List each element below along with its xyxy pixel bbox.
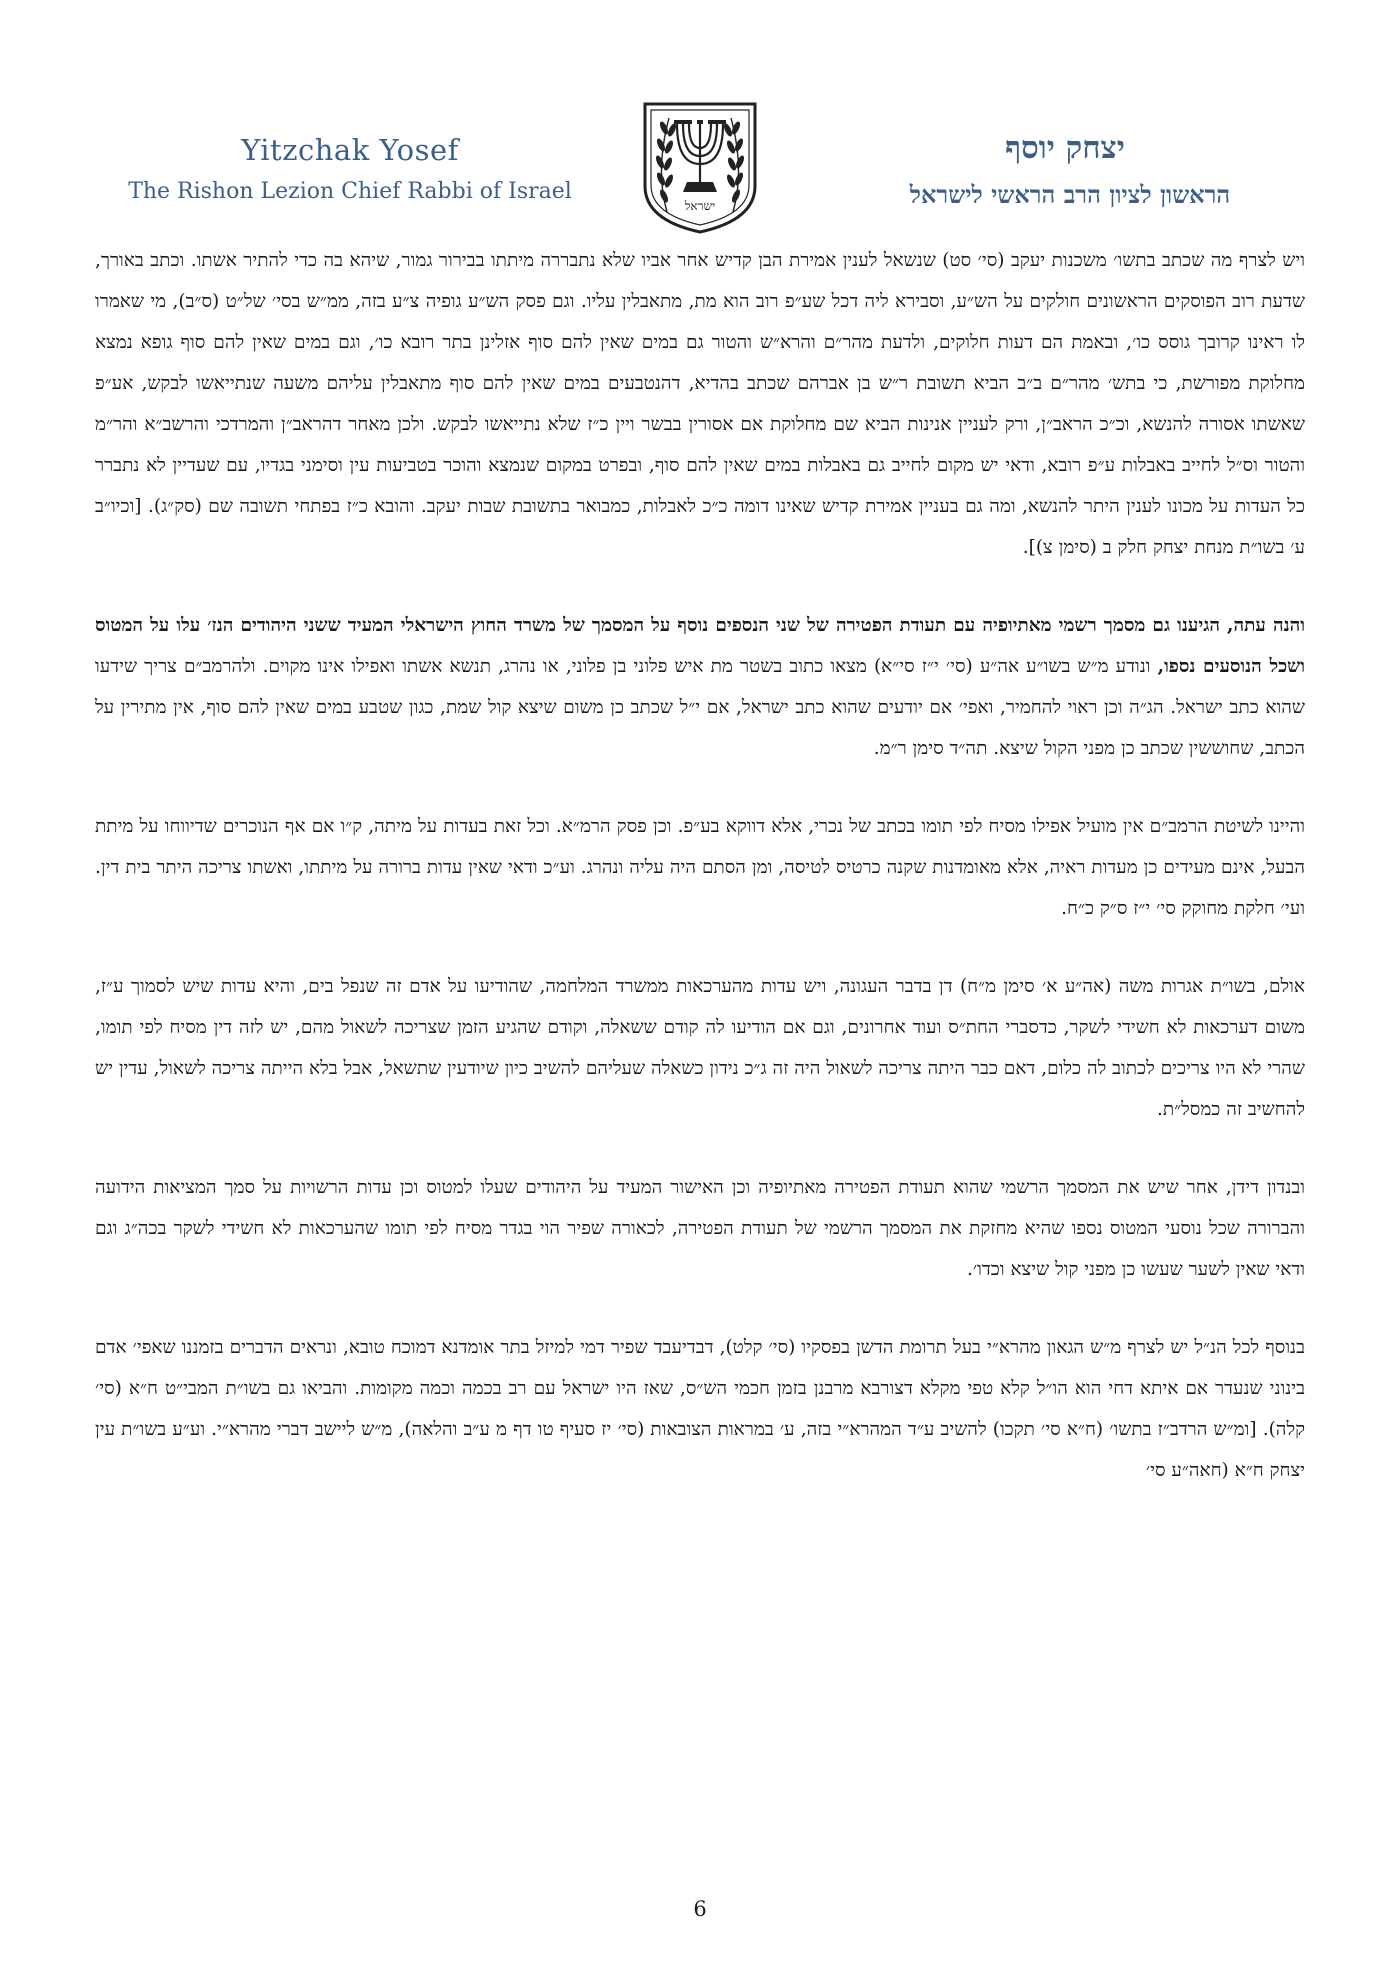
- letterhead: [0, 0, 1400, 235]
- letter-body: [95, 240, 1305, 1528]
- page-number: 6: [693, 1897, 707, 1921]
- paragraph-4: אולם, בשו״ת אגרות משה (אה״ע א׳ סימן מ״ח) דן בדבר העגונה, ויש עדות מהערכאות ממשרד המלחמה, שהודיעו על אדם זה שנפל בים, והיא עדות שיש לסמוך ע״ז, משום דערכאות לא חשידי לשקר, כדסברי החת״ס ועוד אחרונים, וגם אם הודיעו לה קודם ששאלה, וקודם שהגיע הזמן שצריכה לשאול מהם, יש לזה דין מסיח לפי תומו, שהרי לא היו צריכים לכתוב לה כלום, דאם כבר היתה צריכה לשאול היה זה ג״כ נידון כשאלה שעליהם להשיב כיון שיודעין שתשאל, אבל בלא הייתה צריכה לשאול, עדין יש להחשיב זה כמסל״ת.: [95, 976, 1305, 1120]
- rabbi-name-hebrew: יצחק יוסף: [1005, 130, 1125, 166]
- paragraph-6: בנוסף לכל הנ״ל יש לצרף מ״ש הגאון מהרא״י בעל תרומת הדשן בפסקיו (סי׳ קלט), דבדיעבד שפיר דמי למיזל בתר אומדנא דמוכח טובא, ונראים הדברים בזמננו שאפי׳ אדם בינוני שנעדר אם איתא דחי הוא הו״ל קלא טפי מקלא דצורבא מרבנן בזמן חכמי הש״ס, שאז היו ישראל עם רב בכמה וכמה מקומות. והביאו גם בשו״ת המבי״ט ח״א (סי׳ קלה). [ומ״ש הרדב״ז בתשו׳ (ח״א סי׳ תקכו) להשיב ע״ד המהרא״י בזה, ע׳ במראות הצובאות (סי׳ יז סעיף טו דף מ ע״ב והלאה), מ״ש ליישב דברי מהרא״י. וע״ע בשו״ת עין יצחק ח״א (חאה״ע סי׳: [95, 1337, 1305, 1481]
- state-of-israel-emblem-icon: [639, 100, 761, 235]
- rabbi-name-english: Yitzchak Yosef: [241, 133, 459, 167]
- paragraph-2-text: ונודע מ״ש בשו״ע אה״ע (סי׳ י״ז סי״א) מצאו כתוב בשטר מת איש פלוני בן פלוני, או נהרג, תנשא אשתו ואפילו אינו מקוים. ולהרמב״ם צריך שידעו שהוא כתב ישראל. הג״ה וכן ראוי להחמיר, ואפי׳ אם יודעים שהוא כתב ישראל, אם י״ל שכתב כן משום שיצא קול שמת, כגון שטבע במים שאין להם סוף, אין מתירין על הכתב, שחוששין שכתב כן מפני הקול שיצא. תה״ד סימן ר״מ.: [95, 656, 1305, 759]
- paragraph-3: והיינו לשיטת הרמב״ם אין מועיל אפילו מסיח לפי תומו בכתב של נכרי, אלא דווקא בע״פ. וכן פסק הרמ״א. וכל זאת בעדות על מיתה, ק״ו אם אף הנוכרים שדיווחו על מיתת הבעל, אינם מעידים כן מעדות ראיה, אלא מאומדנות שקנה כרטיס לטיסה, ומן הסתם היה עליה ונהרג. וע״כ ודאי שאין עדות ברורה על מיתתו, ואשתו צריכה היתר בית דין. ועי׳ חלקת מחוקק סי׳ י״ז ס״ק כ״ח.: [95, 816, 1305, 919]
- paragraph-2: [95, 605, 1305, 769]
- paragraph-2-bold-lead: והנה עתה, הגיענו גם מסמך רשמי מאתיופיה עם תעודת הפטירה של שני הנספים נוסף על המסמך של משרד החוץ הישראלי המעיד ששני היהודים הנז׳ עלו על המטוס ושכל הנוסעים נספו,: [95, 615, 1306, 677]
- rabbi-title-english: The Rishon Lezion Chief Rabbi of Israel: [128, 179, 572, 204]
- paragraph-1: ויש לצרף מה שכתב בתשו׳ משכנות יעקב (סי׳ סט) שנשאל לענין אמירת הבן קדיש אחר אביו שלא נתבררה מיתתו בבירור גמור, שיהא בה כדי להתיר אשתו. וכתב באורך, שדעת רוב הפוסקים הראשונים חולקים על הש״ע, וסבירא ליה דכל שע״פ רוב הוא מת, מתאבלין עליו. וגם פסק הש״ע גופיה צ״ע בזה, ממ״ש בסי׳ של״ט (ס״ב), מי שאמרו לו ראינו קרובך גוסס כו׳, ובאמת הם דעות חלוקים, ולדעת מהר״ם והרא״ש והטור גם במים שאין להם סוף אזלינן בתר רובא כו׳, וגם במים שאין להם סוף גופא נמצא מחלוקת מפורשת, כי בתש׳ מהר״ם ב״ב הביא תשובת ר״ש בן אברהם שכתב בהדיא, דהנטבעים במים שאין להם סוף מתאבלין עליהם משעה שנתייאשו לבקש, אע״פ שאשתו אסורה להנשא, וכ״כ הראב״ן, ורק לעניין אנינות הביא שם מחלוקת אם אסורין בבשר ויין כ״ז שלא נתייאשו לבקש. ולכן מאחר דהראב״ן והמרדכי והרשב״א והר״מ והטור וס״ל לחייב באבלות ע״פ רובא, ודאי יש מקום לחייב גם באבלות במים שאין להם סוף, ובפרט במקום שנמצא והוכר בטביעות עין וסימני בגדיו, עם שעדיין לא נתברר כל העדות על מכונו לענין היתר להנשא, ומה גם בעניין אמירת קדיש שאינו דומה כ״כ לאבלות, כמבואר בתשובת שבות יעקב. והובא כ״ז בפתחי תשובה שם (סק״ג). [וכיו״ב ע׳ בשו״ת מנחת יצחק חלק ב (סימן צ)].: [95, 250, 1305, 558]
- emblem-text: ישראל: [684, 199, 716, 213]
- rabbi-title-hebrew: הראשון לציון הרב הראשי לישראל: [909, 180, 1231, 209]
- paragraph-5: ובנדון דידן, אחר שיש את המסמך הרשמי שהוא תעודת הפטירה מאתיופיה וכן האישור המעיד על היהודים שעלו למטוס וכן עדות הרשויות על סמך המציאות הידועה והברורה שכל נוסעי המטוס נספו שהיא מחזקת את המסמך הרשמי של תעודת הפטירה, לכאורה שפיר הוי בגדר מסיח לפי תומו שהערכאות לא חשידי לשקר בכה״ג וגם ודאי שאין לשער שעשו כן מפני קול שיצא וכדו׳.: [95, 1177, 1305, 1280]
